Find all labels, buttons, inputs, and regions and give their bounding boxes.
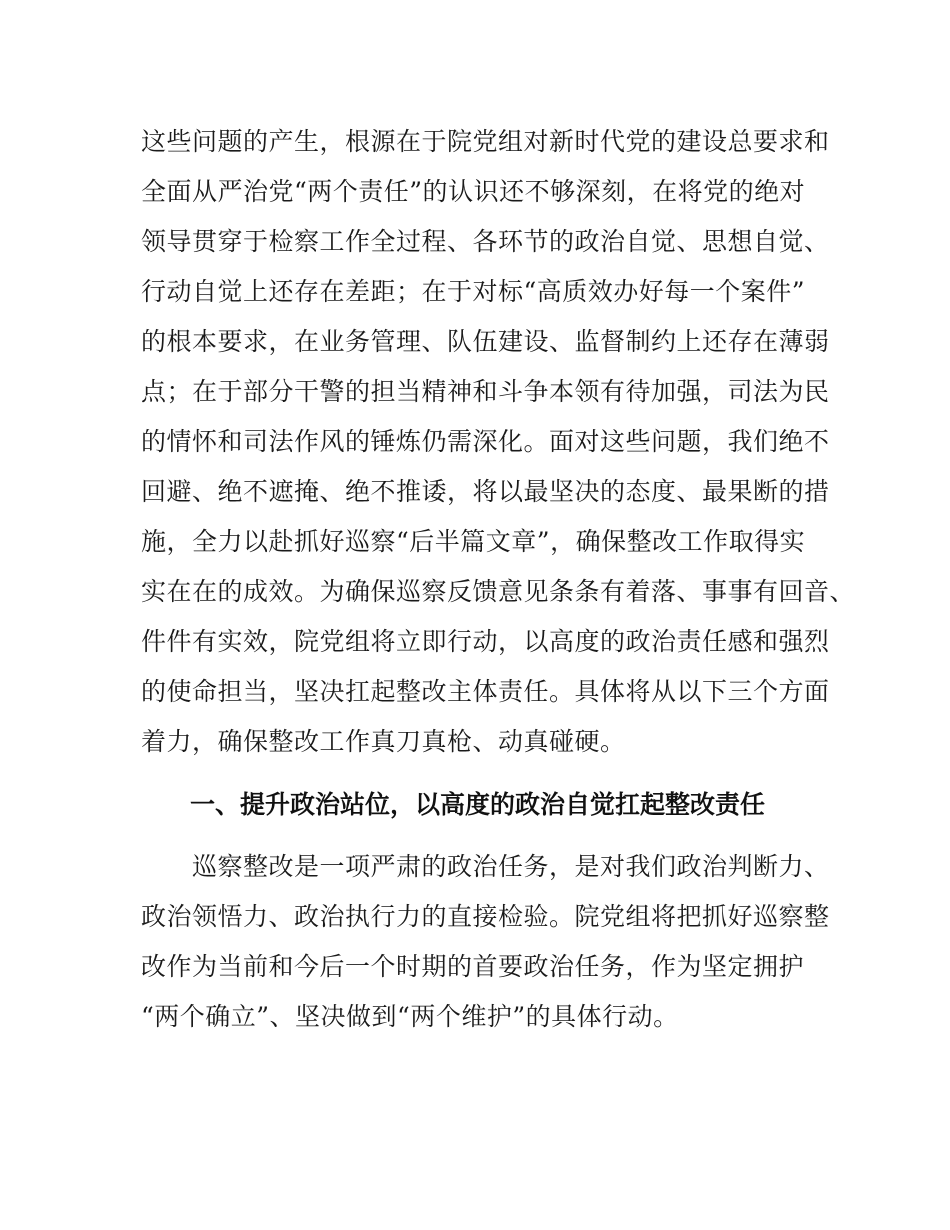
text-line: “两个确立”、坚决做到“两个维护”的具体行动。 xyxy=(141,1002,679,1031)
text-line: 实在在的成效。为确保巡察反馈意见条条有着落、事事有回音、 xyxy=(141,577,856,606)
text-line: 全面从严治党“两个责任”的认识还不够深刻，在将党的绝对 xyxy=(141,177,806,206)
text-line: 的情怀和司法作风的锤炼仍需深化。面对这些问题，我们绝不 xyxy=(141,427,830,456)
paragraph-causes xyxy=(141,117,856,767)
text-line: 回避、绝不遮掩、绝不推诿，将以最坚决的态度、最果断的措 xyxy=(141,477,830,506)
text-line: 行动自觉上还存在差距；在于对标“高质效办好每一个案件” xyxy=(141,277,806,306)
text-line: 件件有实效，院党组将立即行动，以高度的政治责任感和强烈 xyxy=(141,627,830,656)
text-line: 政治领悟力、政治执行力的直接检验。院党组将把抓好巡察整 xyxy=(141,902,830,931)
text-line: 巡察整改是一项严肃的政治任务，是对我们政治判断力、 xyxy=(141,852,830,881)
section-heading: 一、提升政治站位，以高度的政治自觉扛起整改责任 xyxy=(190,790,766,819)
text-line: 施，全力以赴抓好巡察“后半篇文章”，确保整改工作取得实 xyxy=(141,527,806,556)
text-line: 的根本要求，在业务管理、队伍建设、监督制约上还存在薄弱 xyxy=(141,327,830,356)
text-line: 改作为当前和今后一个时期的首要政治任务，作为坚定拥护 xyxy=(141,952,805,981)
text-line: 领导贯穿于检察工作全过程、各环节的政治自觉、思想自觉、 xyxy=(141,227,830,256)
text-line: 这些问题的产生，根源在于院党组对新时代党的建设总要求和 xyxy=(141,127,830,156)
text-line: 的使命担当，坚决扛起整改主体责任。具体将从以下三个方面 xyxy=(141,677,830,706)
text-line: 点；在于部分干警的担当精神和斗争本领有待加强，司法为民 xyxy=(141,377,830,406)
text-line: 着力，确保整改工作真刀真枪、动真碰硬。 xyxy=(141,727,626,756)
paragraph-rectification xyxy=(141,842,831,1042)
